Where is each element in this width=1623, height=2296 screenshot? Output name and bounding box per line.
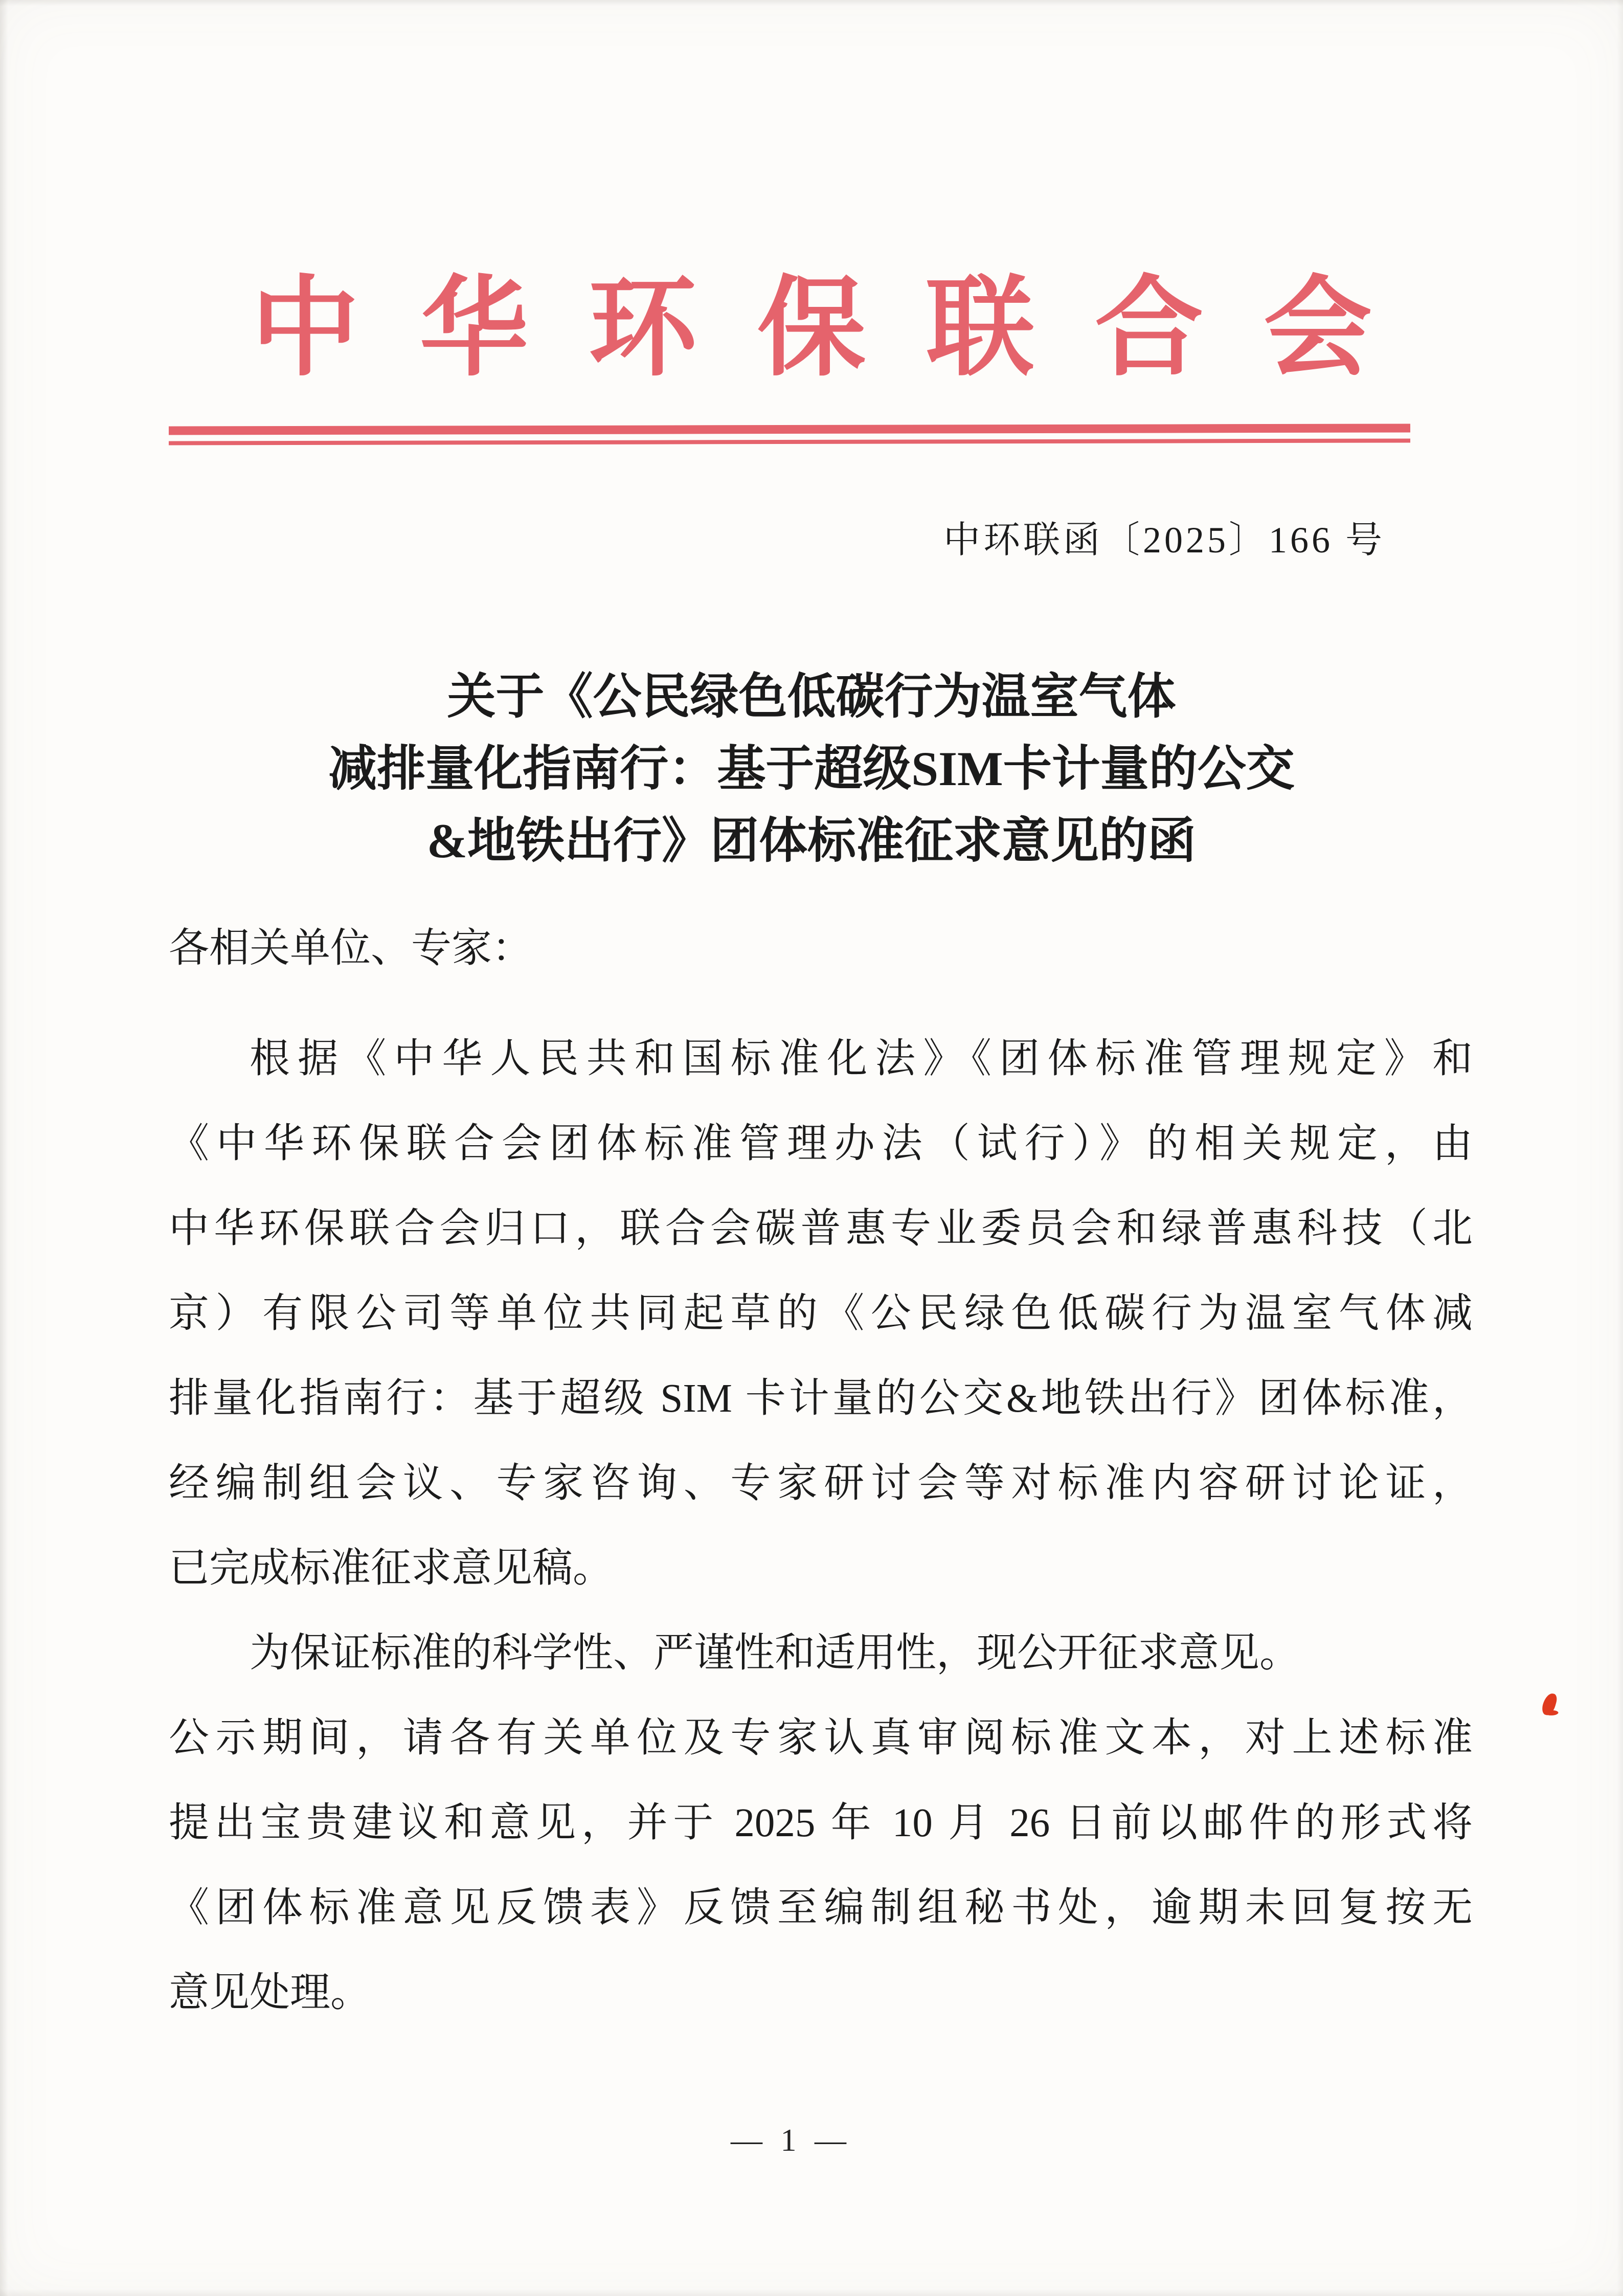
body-line: 《团体标准意见反馈表》反馈至编制组秘书处，逾期未回复按无 — [169, 1886, 1473, 1930]
notice-title-line-1: 关于《公民绿色低碳行为温室气体 — [447, 670, 1176, 724]
body-line: 意见处理。 — [169, 1971, 371, 2015]
body-text — [169, 1017, 1473, 2036]
salutation: 各相关单位、专家： — [169, 926, 532, 971]
body-line: 京）有限公司等单位共同起草的《公民绿色低碳行为温室气体减 — [169, 1291, 1473, 1336]
body-line: 根据《中华人民共和国标准化法》《团体标准管理规定》和 — [250, 1037, 1473, 1081]
notice-title-line-3: &地铁出行》团体标准征求意见的函 — [426, 814, 1197, 868]
red-rule-thick — [169, 423, 1410, 435]
body-line: 《中华环保联合会团体标准管理办法（试行）》的相关规定，由 — [169, 1122, 1473, 1166]
body-line: 为保证标准的科学性、严谨性和适用性，现公开征求意见。 — [250, 1631, 1300, 1676]
body-line: 经编制组会议、专家咨询、专家研讨会等对标准内容研讨论证， — [169, 1461, 1473, 1506]
body-line: 排量化指南行：基于超级 SIM 卡计量的公交&地铁出行》团体标准， — [169, 1376, 1473, 1421]
red-rule-thin — [169, 438, 1410, 445]
red-ink-speck — [1540, 1692, 1558, 1717]
doc-number: 中环联函〔2025〕166 号 — [943, 520, 1386, 561]
body-line: 已完成标准征求意见稿。 — [169, 1546, 613, 1591]
body-line: 提出宝贵建议和意见，并于 2025 年 10 月 26 日前以邮件的形式将 — [169, 1801, 1473, 1845]
notice-title — [0, 661, 1623, 877]
page-number: — 1 — — [731, 2123, 851, 2158]
org-name: 中华环保联合会 — [251, 269, 1432, 389]
body-line: 公示期间，请各有关单位及专家认真审阅标准文本，对上述标准 — [169, 1716, 1473, 1760]
notice-title-line-2: 减排量化指南行：基于超级SIM卡计量的公交 — [328, 742, 1295, 796]
body-line: 中华环保联合会归口，联合会碳普惠专业委员会和绿普惠科技（北 — [169, 1207, 1473, 1251]
